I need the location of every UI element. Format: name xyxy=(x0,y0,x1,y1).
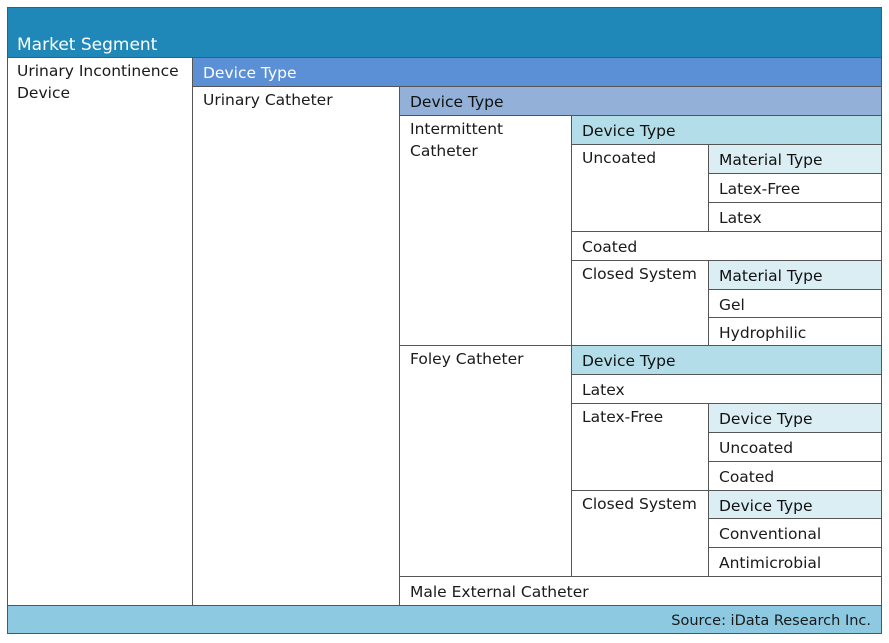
foley-latex-label: Latex xyxy=(582,381,625,399)
urinary-catheter-label: Urinary Catheter xyxy=(203,91,333,109)
uncoated-material-type-header xyxy=(709,145,882,174)
foley-uncoated-label: Uncoated xyxy=(719,439,794,457)
foley-closed-system-cell xyxy=(572,491,709,577)
foley-latex-cell xyxy=(572,375,882,404)
foley-uncoated-cell xyxy=(709,433,882,462)
source-footer xyxy=(7,606,882,634)
antimicrobial-label: Antimicrobial xyxy=(719,554,822,572)
coated-cell xyxy=(572,232,882,261)
intermittent-closed-system-label: Closed System xyxy=(582,265,697,283)
foley-device-type-header-label: Device Type xyxy=(582,352,676,370)
source-label: Source: iData Research Inc. xyxy=(671,613,871,629)
device-type-header-level-2-label: Device Type xyxy=(410,93,504,111)
antimicrobial-cell xyxy=(709,548,882,577)
gel-label: Gel xyxy=(719,296,745,314)
hydrophilic-cell xyxy=(709,318,882,346)
uncoated-material-type-header-label: Material Type xyxy=(719,151,823,169)
closed-system-material-type-header-label: Material Type xyxy=(719,267,823,285)
foley-catheter-cell xyxy=(400,346,572,577)
foley-coated-label: Coated xyxy=(719,468,775,486)
latex-free-material-cell xyxy=(709,174,882,203)
device-type-header-level-1-label: Device Type xyxy=(203,64,297,82)
male-external-catheter-cell xyxy=(400,577,882,606)
intermittent-closed-system-cell xyxy=(572,261,709,346)
latex-free-device-type-header xyxy=(709,404,882,433)
closed-system-material-type-header xyxy=(709,261,882,290)
uncoated-label: Uncoated xyxy=(582,149,657,167)
hydrophilic-label: Hydrophilic xyxy=(719,324,807,342)
intermittent-device-type-header-label: Device Type xyxy=(582,122,676,140)
intermittent-device-type-header xyxy=(572,116,882,145)
market-segment-header xyxy=(7,7,882,58)
foley-device-type-header xyxy=(572,346,882,375)
foley-latex-free-cell xyxy=(572,404,709,491)
foley-coated-cell xyxy=(709,462,882,491)
segment-label: Urinary Incontinence Device xyxy=(17,62,179,102)
market-segment-title: Market Segment xyxy=(17,35,158,55)
intermittent-catheter-label: Intermittent Catheter xyxy=(410,120,504,160)
conventional-label: Conventional xyxy=(719,525,822,543)
foley-closed-system-label: Closed System xyxy=(582,495,697,513)
device-type-header-level-1 xyxy=(193,58,882,87)
device-type-header-level-2 xyxy=(400,87,882,116)
uncoated-cell xyxy=(572,145,709,232)
latex-free-material-label: Latex-Free xyxy=(719,180,801,198)
foley-latex-free-label: Latex-Free xyxy=(582,408,664,426)
intermittent-catheter-cell xyxy=(400,116,572,346)
foley-closed-system-device-type-header xyxy=(709,491,882,519)
coated-label: Coated xyxy=(582,238,638,256)
segment-cell xyxy=(7,58,193,606)
latex-material-label: Latex xyxy=(719,209,762,227)
latex-material-cell xyxy=(709,203,882,232)
conventional-cell xyxy=(709,519,882,548)
foley-closed-system-device-type-header-label: Device Type xyxy=(719,497,813,515)
male-external-catheter-label: Male External Catheter xyxy=(410,583,589,601)
gel-cell xyxy=(709,290,882,318)
latex-free-device-type-header-label: Device Type xyxy=(719,410,813,428)
urinary-catheter-cell xyxy=(193,87,400,606)
foley-catheter-label: Foley Catheter xyxy=(410,350,524,368)
